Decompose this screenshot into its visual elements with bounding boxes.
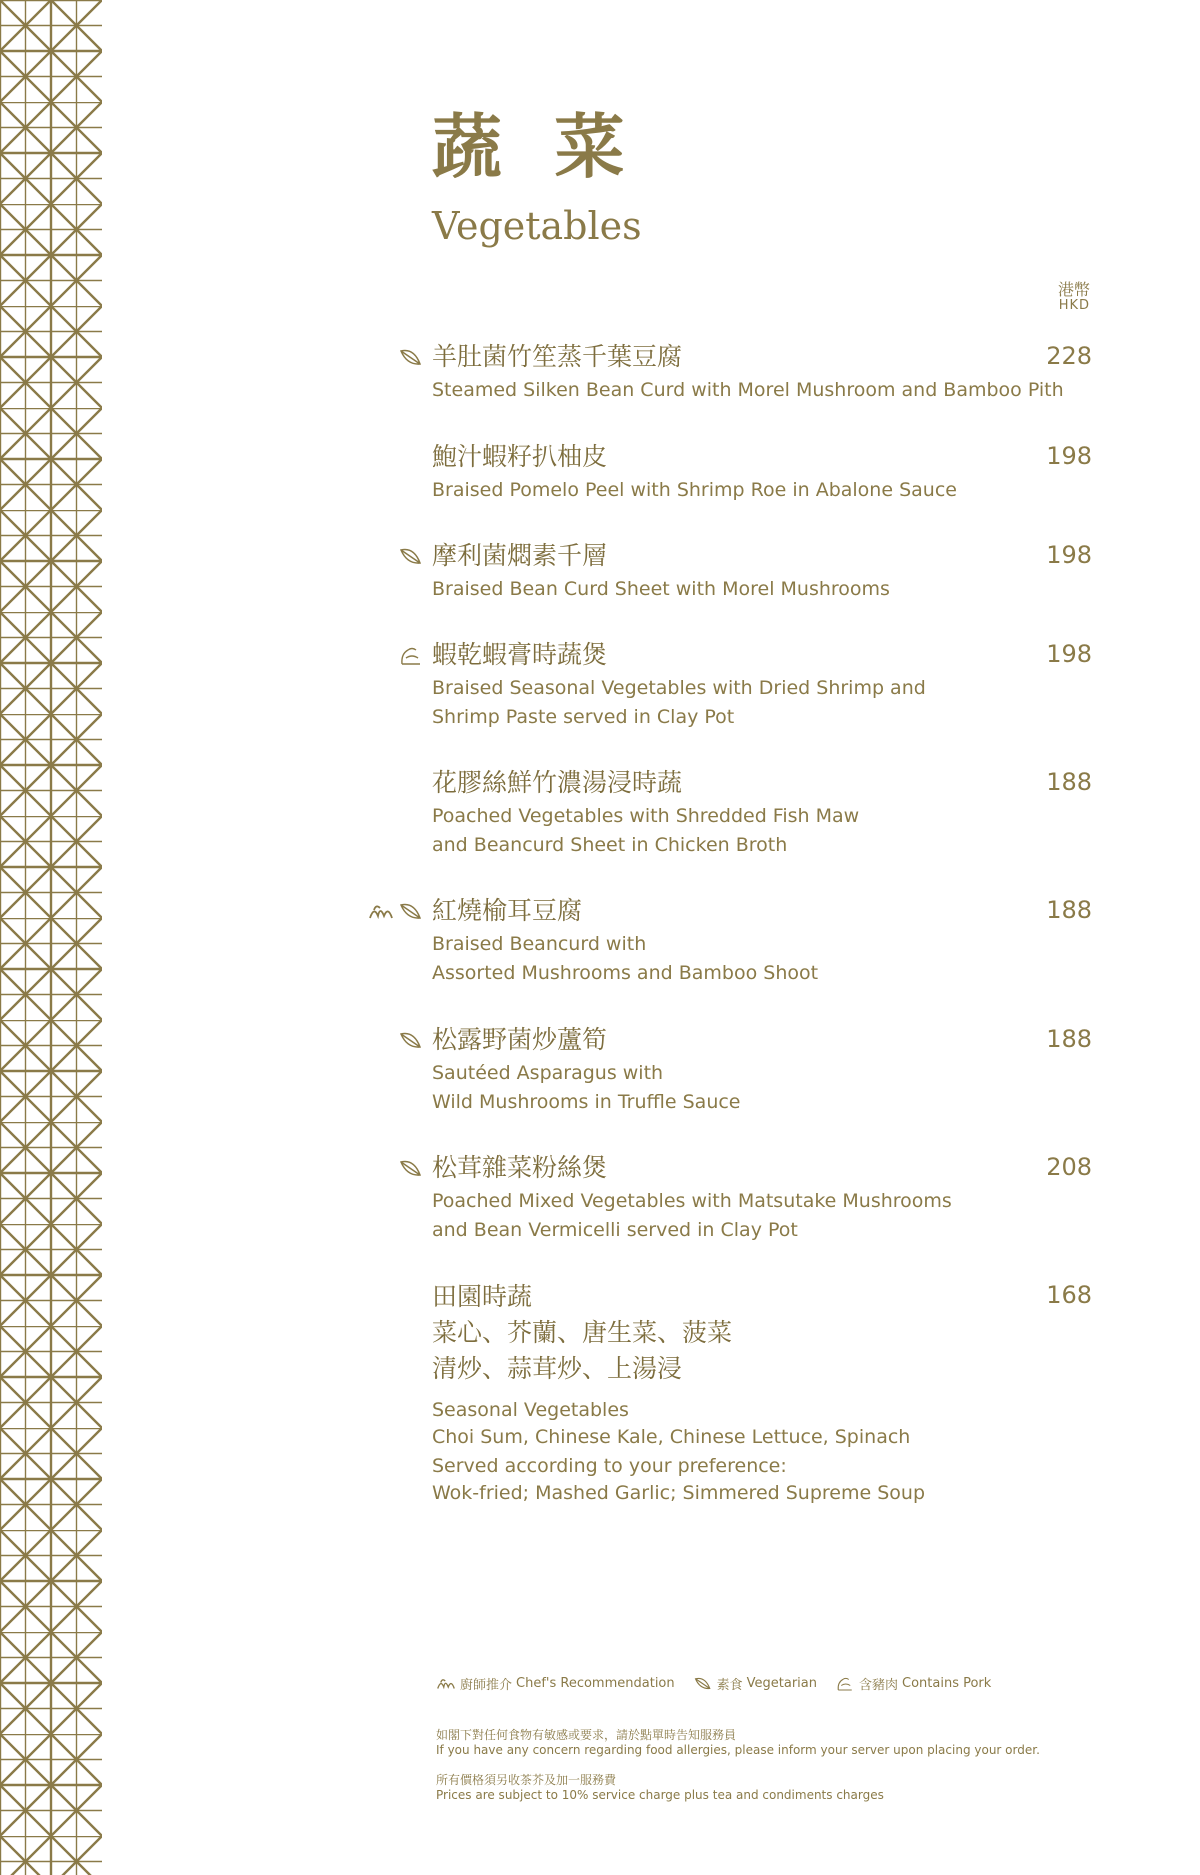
menu-item bbox=[432, 766, 1092, 860]
lattice-border bbox=[0, 0, 102, 1875]
item-name-en: Poached Vegetables with Shredded Fish Maw and Beancurd Sheet in Chicken Broth bbox=[432, 805, 860, 856]
item-price: 188 bbox=[1046, 896, 1092, 924]
item-price: 198 bbox=[1046, 541, 1092, 569]
item-name-zh: 紅燒榆耳豆腐 bbox=[432, 896, 583, 925]
legend-chef-recommendation: 廚師推介 Chef's Recommendation bbox=[436, 1674, 675, 1693]
menu-item bbox=[432, 440, 1092, 505]
item-price: 168 bbox=[1046, 1281, 1092, 1309]
item-description-en: Seasonal Vegetables Choi Sum, Chinese Kale, Chinese Lettuce, Spinach bbox=[432, 1399, 911, 1448]
vegetarian-icon bbox=[398, 545, 424, 569]
item-name-zh: 蝦乾蝦膏時蔬煲 bbox=[432, 640, 608, 669]
currency-en: HKD bbox=[1058, 297, 1090, 313]
item-price: 228 bbox=[1046, 342, 1092, 370]
menu-item bbox=[432, 638, 1092, 732]
item-name-zh: 鮑汁蝦籽扒柚皮 bbox=[432, 442, 608, 471]
item-name-zh: 摩利菌燜素千層 bbox=[432, 541, 608, 570]
item-name-en: Steamed Silken Bean Curd with Morel Mushroom and Bamboo Pith bbox=[432, 379, 1064, 401]
item-name-en: Braised Beancurd with Assorted Mushrooms and Bamboo Shoot bbox=[432, 933, 819, 984]
allergy-note: 如閣下對任何食物有敏感或要求，請於點單時告知服務員 If you have any concern regarding food allergies, please inform your server upon placing your order. bbox=[436, 1728, 1040, 1757]
pork-icon bbox=[835, 1675, 855, 1693]
vegetarian-icon bbox=[398, 346, 424, 370]
vegetarian-icon bbox=[398, 1029, 424, 1053]
menu-item bbox=[432, 1151, 1092, 1245]
item-price: 198 bbox=[1046, 442, 1092, 470]
item-name-zh: 松茸雜菜粉絲煲 bbox=[432, 1153, 608, 1182]
item-name-zh: 松露野菌炒蘆筍 bbox=[432, 1025, 608, 1054]
vegetarian-icon bbox=[693, 1675, 713, 1693]
item-name-en: Sautéed Asparagus with Wild Mushrooms in Truffle Sauce bbox=[432, 1062, 741, 1113]
item-name-en: Poached Mixed Vegetables with Matsutake Mushrooms and Bean Vermicelli served in Clay Pot bbox=[432, 1190, 952, 1241]
service-charge-note: 所有價格須另收茶芥及加一服務費 Prices are subject to 10% service charge plus tea and condiments charges bbox=[436, 1773, 884, 1802]
item-name-zh: 羊肚菌竹笙蒸千葉豆腐 bbox=[432, 342, 683, 371]
menu-item bbox=[432, 539, 1092, 604]
pork-icon bbox=[398, 644, 424, 668]
section-title-en: Vegetables bbox=[432, 204, 642, 248]
item-name-en: Braised Bean Curd Sheet with Morel Mushrooms bbox=[432, 578, 890, 600]
item-name-zh: 花膠絲鮮竹濃湯浸時蔬 bbox=[432, 768, 683, 797]
item-price: 198 bbox=[1046, 640, 1092, 668]
menu-item bbox=[432, 1023, 1092, 1117]
currency-zh: 港幣 bbox=[1057, 280, 1090, 299]
item-name-en: Braised Seasonal Vegetables with Dried Shrimp and Shrimp Paste served in Clay Pot bbox=[432, 677, 926, 728]
legend-vegetarian: 素食 Vegetarian bbox=[693, 1674, 817, 1693]
section-title-zh: 蔬 菜 bbox=[432, 105, 639, 188]
item-preference-en: Served according to your preference: Wok-fried; Mashed Garlic; Simmered Supreme Soup bbox=[432, 1455, 926, 1504]
item-price: 208 bbox=[1046, 1153, 1092, 1181]
chef-recommendation-icon bbox=[368, 900, 394, 924]
currency-header bbox=[1058, 282, 1090, 312]
menu-item bbox=[432, 894, 1092, 988]
vegetarian-icon bbox=[398, 1157, 424, 1181]
menu-item bbox=[432, 340, 1092, 405]
item-price: 188 bbox=[1046, 768, 1092, 796]
item-price: 188 bbox=[1046, 1025, 1092, 1053]
item-name-en: Braised Pomelo Peel with Shrimp Roe in Abalone Sauce bbox=[432, 479, 957, 501]
item-name-zh: 田園時蔬 菜心、芥蘭、唐生菜、菠菜 清炒、蒜茸炒、上湯浸 bbox=[432, 1282, 733, 1383]
chef-recommendation-icon bbox=[436, 1675, 456, 1693]
legend-pork: 含豬肉 Contains Pork bbox=[835, 1674, 991, 1693]
menu-item-seasonal bbox=[432, 1279, 1092, 1507]
icon-legend bbox=[436, 1674, 991, 1693]
vegetarian-icon bbox=[398, 900, 424, 924]
